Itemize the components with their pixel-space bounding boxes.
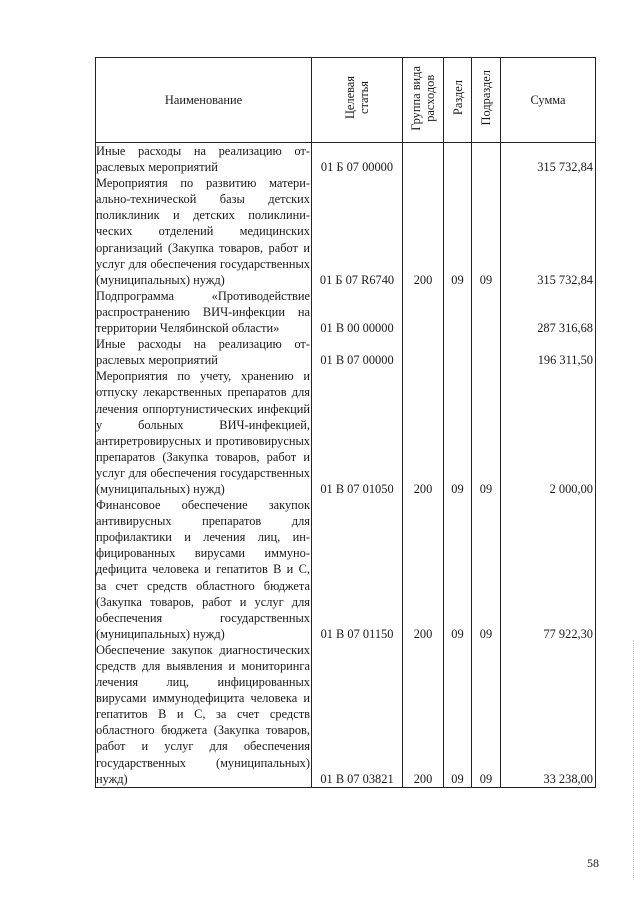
header-sum: Сумма	[501, 58, 596, 143]
cell-target-code: 01 В 00 00000	[312, 288, 403, 336]
cell-target-code: 01 В 07 01150	[312, 497, 403, 642]
table-row	[96, 497, 596, 642]
header-subsection: Подраздел	[472, 58, 501, 143]
cell-subsection	[472, 143, 501, 176]
cell-expense-group	[403, 288, 444, 336]
cell-section	[444, 143, 472, 176]
cell-subsection: 09	[472, 175, 501, 288]
cell-target-code: 01 Б 07 00000	[312, 143, 403, 176]
cell-row-name: Финансовое обеспечение закупок антивирусных препаратов для профилактики и лечения лиц, инфицированных вирусами иммунодефицита человека и гепатитов В и С, за счет средств областного бюджета (Закупка товаров, работ и услуг для обеспечения государственных (муниципальных) нужд)	[96, 498, 310, 641]
cell-sum: 287 316,68	[501, 288, 596, 336]
cell-expense-group: 200	[403, 642, 444, 787]
cell-expense-group: 200	[403, 368, 444, 497]
cell-section: 09	[444, 497, 472, 642]
table-row	[96, 368, 596, 497]
cell-section: 09	[444, 175, 472, 288]
cell-section	[444, 288, 472, 336]
cell-target-code: 01 Б 07 R6740	[312, 175, 403, 288]
cell-subsection: 09	[472, 497, 501, 642]
cell-row-name: Подпрограмма «Противодействие распространению ВИЧ-инфекции на территории Челябинской области»	[96, 288, 310, 336]
cell-target-code: 01 В 07 01050	[312, 368, 403, 497]
cell-row-name: Иные расходы на реализацию отраслевых мероприятий	[96, 144, 310, 175]
table-header-row	[96, 58, 596, 143]
cell-expense-group: 200	[403, 175, 444, 288]
cell-sum: 2 000,00	[501, 368, 596, 497]
cell-subsection: 09	[472, 368, 501, 497]
cell-section: 09	[444, 642, 472, 787]
cell-subsection	[472, 288, 501, 336]
cell-expense-group	[403, 336, 444, 368]
table-row	[96, 288, 596, 336]
cell-row-name: Обеспечение закупок диагностических средств для выявления и мониторинга лечения лиц, инфицированных вирусами иммунодефицита человека и гепатитов В и С, за счет средств областного бюджета (Закупка товаров, работ и услуг для обеспечения государственных (муниципальных) нужд)	[96, 642, 310, 786]
header-target: Целевая статья	[312, 58, 403, 143]
header-name: Наименование	[96, 58, 312, 143]
cell-sum: 196 311,50	[501, 336, 596, 368]
header-group: Группа вида расходов	[403, 58, 444, 143]
page-number: 58	[587, 856, 599, 870]
cell-subsection	[472, 336, 501, 368]
cell-target-code: 01 В 07 03821	[312, 642, 403, 787]
table-row	[96, 642, 596, 787]
cell-section	[444, 336, 472, 368]
cell-sum: 315 732,84	[501, 143, 596, 176]
cell-row-name: Мероприятия по развитию материально-технической базы детских поликлиник и детских поликлинических отделений медицинских организаций (Закупка товаров, работ и услуг для обеспечения государственных (муниципальных) нужд)	[96, 176, 310, 287]
table-row	[96, 336, 596, 368]
table-row	[96, 143, 596, 176]
cell-expense-group	[403, 143, 444, 176]
header-section: Раздел	[444, 58, 472, 143]
cell-sum: 33 238,00	[501, 642, 596, 787]
cell-sum: 315 732,84	[501, 175, 596, 288]
scan-edge-marks	[631, 640, 634, 880]
budget-table	[95, 57, 596, 788]
cell-row-name: Мероприятия по учету, хранению и отпуску лекарственных препаратов для лечения оппортунистических инфекций у больных ВИЧ-инфекцией, антиретровирусных и противовирусных препаратов (Закупка товаров, работ и услуг для обеспечения государственных (муниципальных) нужд)	[96, 369, 310, 496]
table-row	[96, 175, 596, 288]
cell-section: 09	[444, 368, 472, 497]
cell-target-code: 01 В 07 00000	[312, 336, 403, 368]
cell-row-name: Иные расходы на реализацию отраслевых мероприятий	[96, 337, 310, 368]
cell-subsection: 09	[472, 642, 501, 787]
cell-expense-group: 200	[403, 497, 444, 642]
cell-sum: 77 922,30	[501, 497, 596, 642]
